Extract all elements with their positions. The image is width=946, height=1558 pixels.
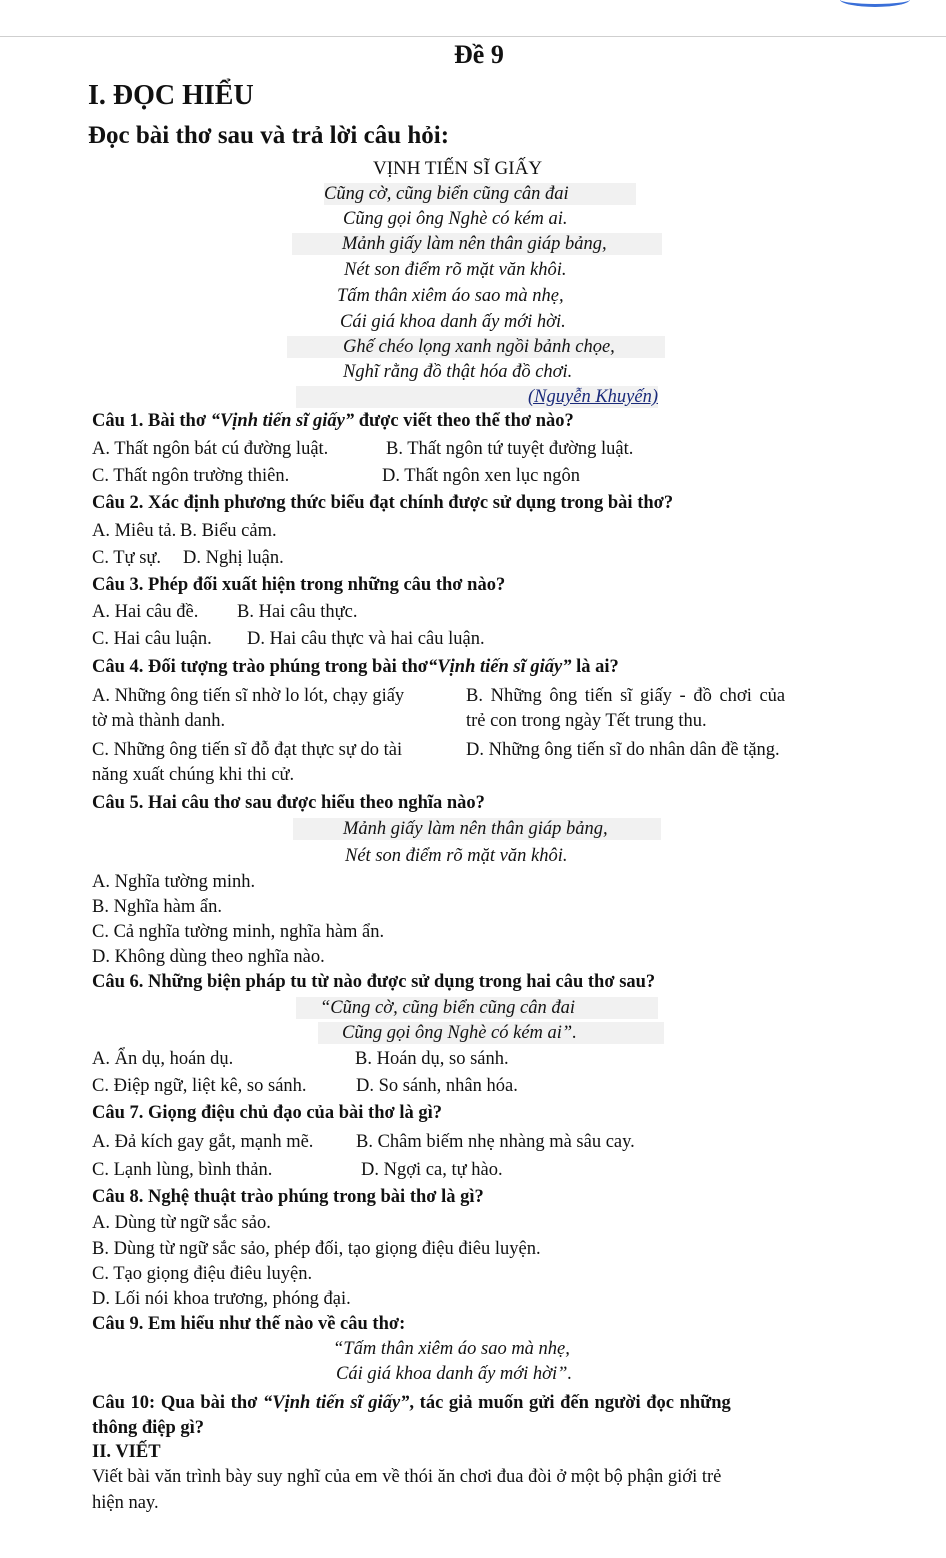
q5-verse: Mảnh giấy làm nên thân giáp bảng, — [293, 818, 661, 840]
q5-verse: Nét son điểm rõ mặt văn khôi. — [345, 846, 568, 866]
q3-option-b: B. Hai câu thực. — [237, 602, 358, 622]
q2-option-c: C. Tự sự. — [92, 548, 162, 568]
poem-author: (Nguyễn Khuyến) — [296, 386, 658, 408]
q5-option-b: B. Nghĩa hàm ẩn. — [92, 897, 222, 917]
question-3: Câu 3. Phép đối xuất hiện trong những câu thơ nào? — [92, 575, 506, 595]
q4-option-d: D. Những ông tiến sĩ do nhân dân đề tặng. — [466, 740, 780, 760]
writing-prompt-line2: hiện nay. — [92, 1493, 159, 1513]
top-divider — [0, 36, 946, 37]
q3-option-a: A. Hai câu đề. — [92, 602, 199, 622]
q5-option-c: C. Cả nghĩa tường minh, nghĩa hàm ẩn. — [92, 922, 385, 942]
poem-line: Nghĩ rằng đồ thật hóa đồ chơi. — [343, 362, 573, 382]
q7-option-d: D. Ngợi ca, tự hào. — [361, 1160, 503, 1180]
q8-option-d: D. Lối nói khoa trương, phóng đại. — [92, 1289, 351, 1309]
section-1-heading: I. ĐỌC HIỂU — [88, 80, 254, 111]
poem-line: Cũng gọi ông Nghè có kém ai. — [343, 209, 568, 229]
q8-option-a: A. Dùng từ ngữ sắc sảo. — [92, 1213, 271, 1233]
q7-option-c: C. Lạnh lùng, bình thản. — [92, 1160, 273, 1180]
q2-option-d: D. Nghị luận. — [183, 548, 284, 568]
q4-option-b-line2: trẻ con trong ngày Tết trung thu. — [466, 711, 707, 731]
q2-option-a: A. Miêu tả. — [92, 521, 177, 541]
q6-option-c: C. Điệp ngữ, liệt kê, so sánh. — [92, 1076, 307, 1096]
q6-option-a: A. Ẩn dụ, hoán dụ. — [92, 1049, 234, 1069]
q1-option-a: A. Thất ngôn bát cú đường luật. — [92, 439, 329, 459]
top-edge-arc — [840, 0, 910, 7]
poem-line: Mảnh giấy làm nên thân giáp bảng, — [292, 233, 662, 255]
q1-option-b: B. Thất ngôn tứ tuyệt đường luật. — [386, 439, 634, 459]
q4-option-c-line1: C. Những ông tiến sĩ đỗ đạt thực sự do tài — [92, 740, 403, 760]
poem-line: Ghế chéo lọng xanh ngồi bảnh chọe, — [287, 336, 665, 358]
q6-option-d: D. So sánh, nhân hóa. — [356, 1076, 518, 1096]
question-10: Câu 10: Qua bài thơ “Vịnh tiến sĩ giấy”, tác giả muốn gửi đến người đọc những — [92, 1393, 731, 1413]
q8-option-c: C. Tạo giọng điệu điêu luyện. — [92, 1264, 313, 1284]
q6-verse: “Cũng cờ, cũng biển cũng cân đai — [296, 997, 658, 1019]
q1-option-c: C. Thất ngôn trường thiên. — [92, 466, 290, 486]
question-10-line2: thông điệp gì? — [92, 1418, 205, 1438]
q8-option-b: B. Dùng từ ngữ sắc sảo, phép đối, tạo giọng điệu điêu luyện. — [92, 1239, 541, 1259]
q1-option-d: D. Thất ngôn xen lục ngôn — [382, 466, 580, 486]
q4-option-a-line1: A. Những ông tiến sĩ nhờ lo lót, chạy giấy — [92, 686, 405, 706]
q5-option-d: D. Không dùng theo nghĩa nào. — [92, 947, 325, 967]
question-4: Câu 4. Đối tượng trào phúng trong bài thơ“Vịnh tiến sĩ giấy” là ai? — [92, 657, 619, 677]
poem-line: Nét son điểm rõ mặt văn khôi. — [344, 260, 567, 280]
question-9: Câu 9. Em hiểu như thế nào về câu thơ: — [92, 1314, 406, 1334]
poem-line: Cái giá khoa danh ấy mới hời. — [340, 312, 566, 332]
question-5: Câu 5. Hai câu thơ sau được hiểu theo nghĩa nào? — [92, 793, 485, 813]
question-8: Câu 8. Nghệ thuật trào phúng trong bài thơ là gì? — [92, 1187, 484, 1207]
reading-instruction: Đọc bài thơ sau và trả lời câu hỏi: — [88, 122, 450, 149]
q5-option-a: A. Nghĩa tường minh. — [92, 872, 256, 892]
question-6: Câu 6. Những biện pháp tu từ nào được sử dụng trong hai câu thơ sau? — [92, 972, 656, 992]
q3-option-c: C. Hai câu luận. — [92, 629, 212, 649]
q3-option-d: D. Hai câu thực và hai câu luận. — [247, 629, 485, 649]
q4-option-a-line2: tờ mà thành danh. — [92, 711, 226, 731]
q4-option-c-line2: năng xuất chúng khi thi cử. — [92, 765, 295, 785]
q9-verse: Cái giá khoa danh ấy mới hời”. — [336, 1364, 573, 1384]
q6-verse: Cũng gọi ông Nghè có kém ai”. — [318, 1022, 664, 1044]
poem-line: Cũng cờ, cũng biển cũng cân đai — [324, 183, 636, 205]
q7-option-a: A. Đả kích gay gắt, mạnh mẽ. — [92, 1132, 314, 1152]
q2-option-b: B. Biểu cảm. — [180, 521, 277, 541]
question-1: Câu 1. Bài thơ “Vịnh tiến sĩ giấy” được viết theo thể thơ nào? — [92, 411, 574, 431]
question-7: Câu 7. Giọng điệu chủ đạo của bài thơ là gì? — [92, 1103, 443, 1123]
q7-option-b: B. Châm biếm nhẹ nhàng mà sâu cay. — [356, 1132, 635, 1152]
q6-option-b: B. Hoán dụ, so sánh. — [355, 1049, 509, 1069]
poem-title: VỊNH TIẾN SĨ GIẤY — [373, 158, 543, 179]
section-2-heading: II. VIẾT — [92, 1442, 161, 1462]
question-2: Câu 2. Xác định phương thức biểu đạt chính được sử dụng trong bài thơ? — [92, 493, 674, 513]
exam-title: Đề 9 — [454, 40, 504, 69]
poem-line: Tấm thân xiêm áo sao mà nhẹ, — [337, 286, 564, 306]
q9-verse: “Tấm thân xiêm áo sao mà nhẹ, — [333, 1339, 570, 1359]
writing-prompt: Viết bài văn trình bày suy nghĩ của em về thói ăn chơi đua đòi ở một bộ phận giới trẻ — [92, 1467, 722, 1487]
q4-option-b-line1: B. Những ông tiến sĩ giấy - đồ chơi của — [466, 686, 786, 706]
